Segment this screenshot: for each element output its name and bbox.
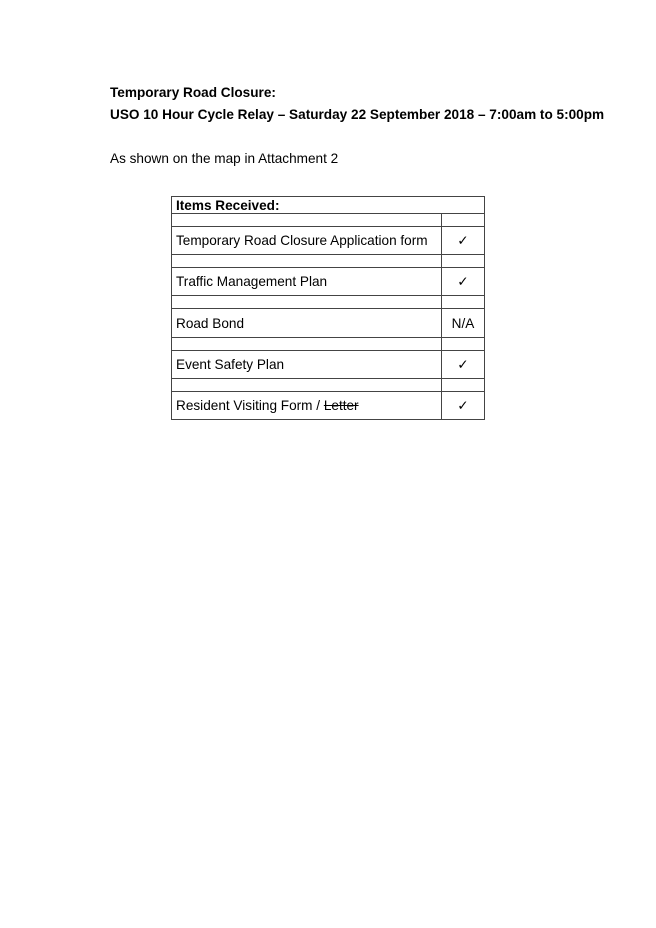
item-label: Resident Visiting Form / xyxy=(176,398,324,413)
check-mark-icon: ✓ xyxy=(442,268,485,296)
struck-word: Letter xyxy=(323,398,359,413)
spacer-row xyxy=(172,379,485,392)
intro-text: As shown on the map in Attachment 2 xyxy=(110,151,339,166)
event-title: USO 10 Hour Cycle Relay – Saturday 22 September 2018 – 7:00am to 5:00pm xyxy=(110,107,605,122)
table-row xyxy=(172,309,485,338)
items-received-table xyxy=(171,196,485,420)
check-mark-icon: ✓ xyxy=(442,351,485,379)
table-row xyxy=(172,351,485,379)
spacer-row xyxy=(172,338,485,351)
check-mark-icon: ✓ xyxy=(442,227,485,255)
document-title: Temporary Road Closure: xyxy=(110,85,276,100)
table-row xyxy=(172,227,485,255)
status-value: N/A xyxy=(442,309,485,338)
item-label-cell xyxy=(172,392,442,420)
item-label: Event Safety Plan xyxy=(172,351,442,379)
spacer-row xyxy=(172,214,485,227)
table-row xyxy=(172,392,485,420)
item-label: Road Bond xyxy=(172,309,442,338)
spacer-row xyxy=(172,255,485,268)
check-mark-icon: ✓ xyxy=(442,392,485,420)
item-label: Traffic Management Plan xyxy=(172,268,442,296)
item-label: Temporary Road Closure Application form xyxy=(172,227,442,255)
table-row xyxy=(172,268,485,296)
table-header-row xyxy=(172,197,485,214)
spacer-row xyxy=(172,296,485,309)
table-header: Items Received: xyxy=(172,197,485,214)
